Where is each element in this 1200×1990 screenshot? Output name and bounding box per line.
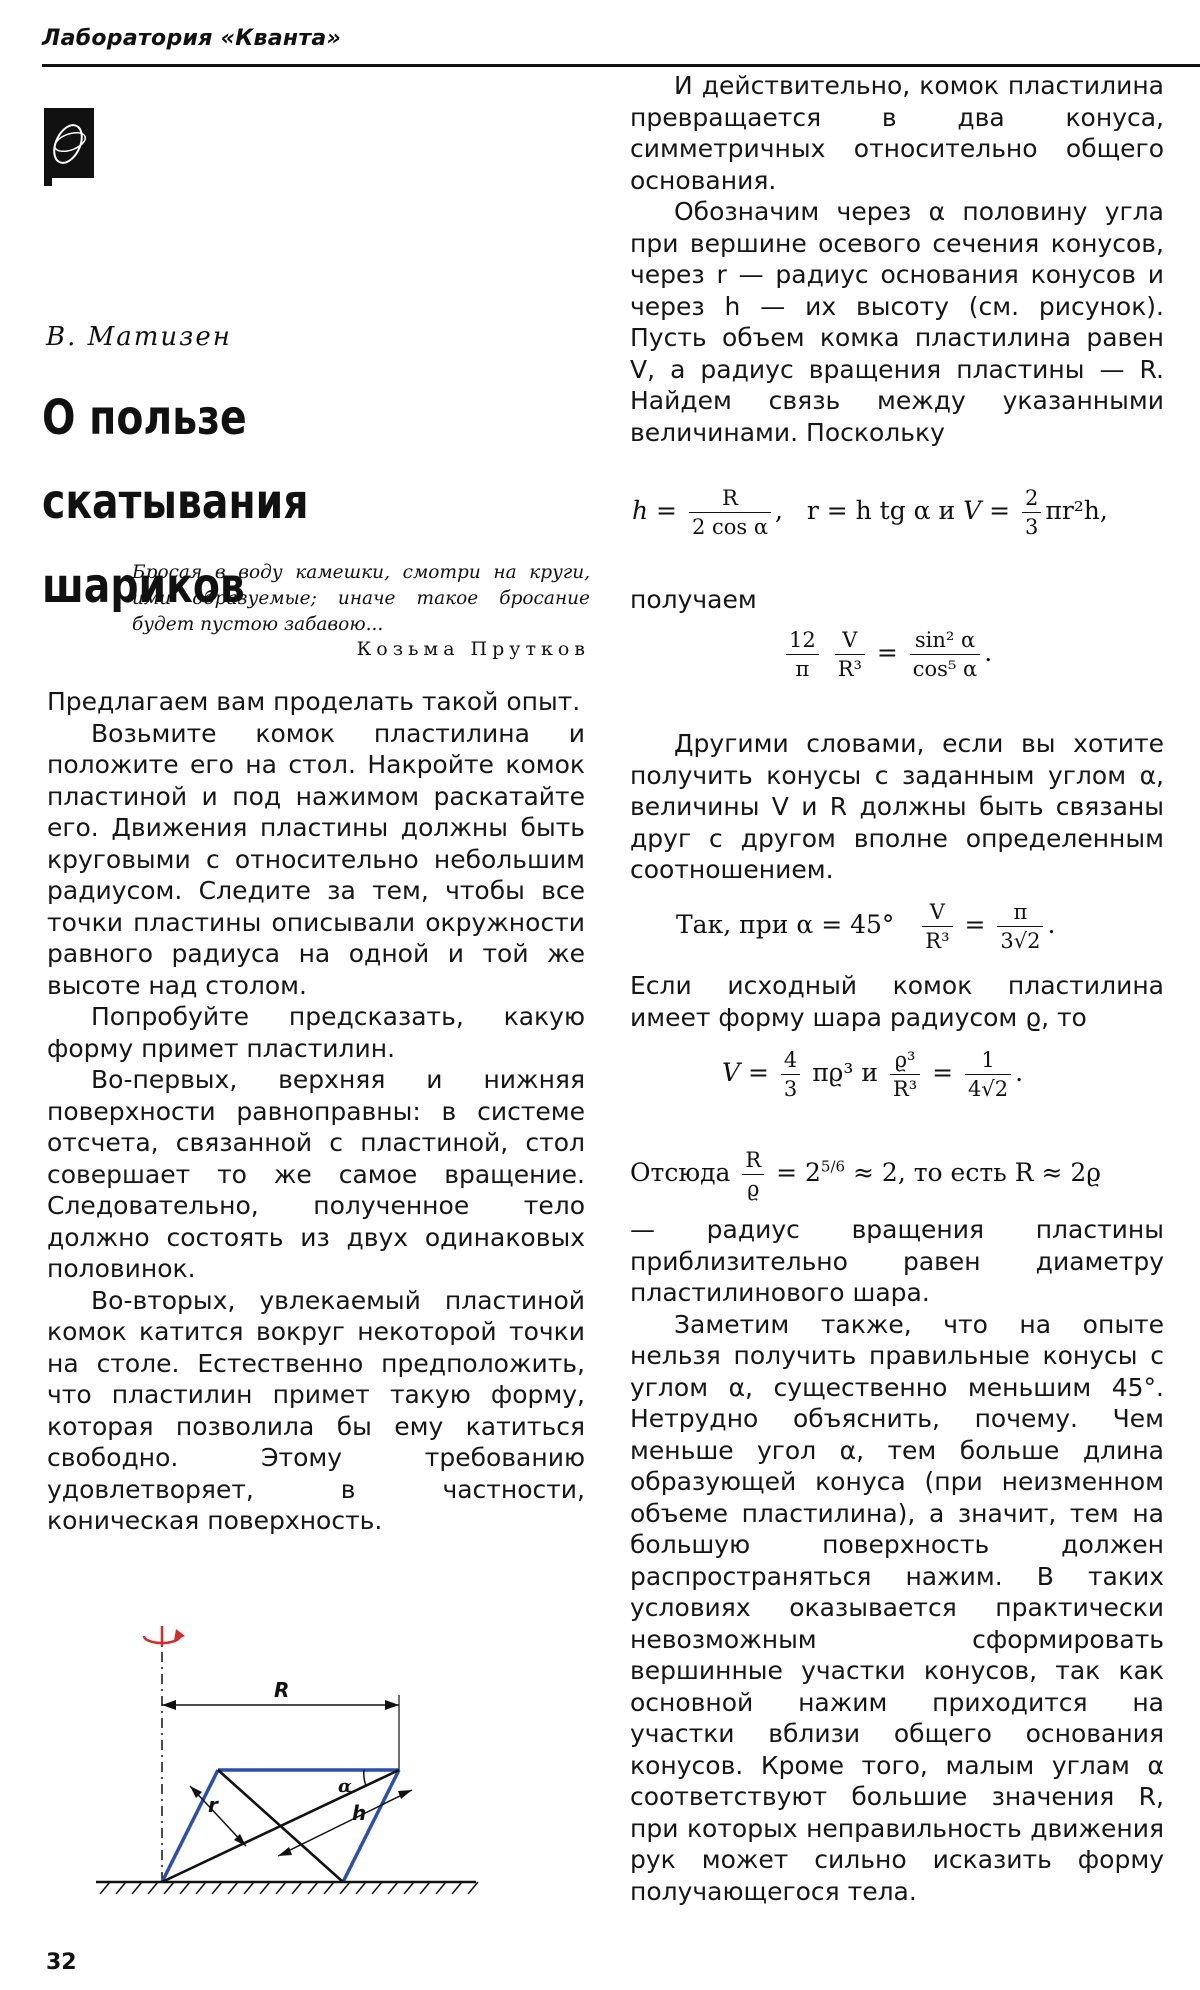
left-column [47, 686, 585, 1537]
paragraph: Обозначим через α половину угла при вершине осевого сечения конусов, через r — радиус основания конусов и через h — их высоту (см. рисунок). Пусть объем комка пластилина равен V, а радиус вращения пластины — R. Найдем связь между указанными величинами. Поскольку [630, 197, 1164, 447]
section-title: Лаборатория «Кванта» [42, 26, 342, 51]
formula-45: Так, при α = 45° $\frac{V}{\text{R³}}$ = $\frac{\pi}{3√2}$ . [676, 900, 1056, 953]
title-line-1: О пользе [42, 390, 247, 446]
label-h: h [352, 1801, 367, 1825]
paragraph: Предлагаем вам проделать такой опыт. [47, 687, 581, 716]
paragraph: Другими словами, если вы хотите получить конусы с заданным углом α, величины V и R должны быть связаны друг с другом вполне определенным соотношением. [630, 729, 1164, 884]
title-line-2: скатывания шариков [42, 474, 309, 614]
formula-result: Отсюда $\frac{R}{ϱ}$ = $2^{5/6} \approx 2$, то есть R ≈ 2ϱ [630, 1148, 1101, 1201]
formula-h-r-v: h = $\frac{R}{\text{2 cos α}}$ , r = h tg α и V = $\frac{2}{3}$ πr²h, [632, 486, 1108, 539]
epigraph-author: Козьма Прутков [356, 638, 590, 660]
formula-sphere: V = $\frac{4}{3}$ πϱ³ и $\frac{\text{ϱ³}}{\text{R³}}$ = $\frac{1}{4√2}$ . [722, 1048, 1024, 1101]
article-author: В. Матизен [46, 322, 232, 352]
rotation-arrow-icon [144, 1626, 185, 1646]
right-column-cont-1 [630, 584, 1164, 616]
paragraph: — радиус вращения пластины приблизительно равен диаметру пластилинового шара. [630, 1215, 1164, 1307]
right-column-cont-2 [630, 728, 1164, 886]
label-r: r [208, 1793, 218, 1817]
page-number: 32 [46, 1950, 77, 1975]
right-column [630, 70, 1164, 448]
paragraph: Если исходный комок пластилина имеет форму шара радиусом ϱ, то [630, 971, 1164, 1032]
page-header [42, 24, 1200, 74]
ground-hatching [100, 1882, 478, 1894]
label-R: R [274, 1678, 290, 1702]
label-alpha: α [338, 1776, 352, 1797]
formula-ratio: $\frac{12}{\pi}$ $\frac{V}{\text{R³}}$ = $\frac{\text{sin² α}}{\text{cos⁵ α}}$ . [782, 626, 992, 683]
header-rule [42, 64, 1200, 67]
section-logo-icon [40, 106, 94, 186]
paragraph: получаем [630, 585, 757, 614]
right-column-cont-4 [630, 1214, 1164, 1907]
paragraph: Во-вторых, увлекаемый пластиной комок катится вокруг некоторой точки на столе. Естественно предположить, что пластилин примет такую форму, которая позволила бы ему катиться свободно. Этому требованию удовлетворяет, в частности, коническая поверхность. [47, 1285, 585, 1535]
paragraph: Заметим также, что на опыте нельзя получить правильные конусы с углом α, существенно меньшим 45°. Нетрудно объяснить, почему. Чем меньше угол α, тем больше длина образующей конуса (при неизменном объеме пластилина), а значит, тем на большую поверхность должен распространяться нажим. В таких условиях оказывается практически невозможным сформировать вершинные участки конусов, так как основной нажим приходится на участки вблизи общего основания конусов. Кроме того, малым углам α соответствуют большие значения R, при которых неправильность движения рук может сильно исказить форму получающегося тела. [630, 1309, 1164, 1906]
cone-diagram [86, 1620, 606, 1920]
right-column-cont-3 [630, 970, 1164, 1033]
paragraph: Во-первых, верхняя и нижняя поверхности равноправны: в системе отсчета, связанной с пластиной, стол совершает то же самое вращение. Следовательно, полученное тело должно состоять из двух одинаковых половинок. [47, 1065, 585, 1283]
paragraph: Попробуйте предсказать, какую форму примет пластилин. [47, 1002, 585, 1063]
paragraph: Возьмите комок пластилина и положите его на стол. Накройте комок пластиной и под нажимом раскатайте его. Движения пластины должны быть круговыми с относительно небольшим радиусом. Следите за тем, чтобы все точки пластины описывали окружности равного радиуса на одной и той же высоте над столом. [47, 718, 585, 1000]
paragraph: И действительно, комок пластилина превращается в два конуса, симметричных относительно общего основания. [630, 71, 1164, 195]
epigraph-text: Бросая в воду камешки, смотри на круги, ими образуемые; иначе такое бросание будет пустою забавою... [132, 562, 590, 635]
